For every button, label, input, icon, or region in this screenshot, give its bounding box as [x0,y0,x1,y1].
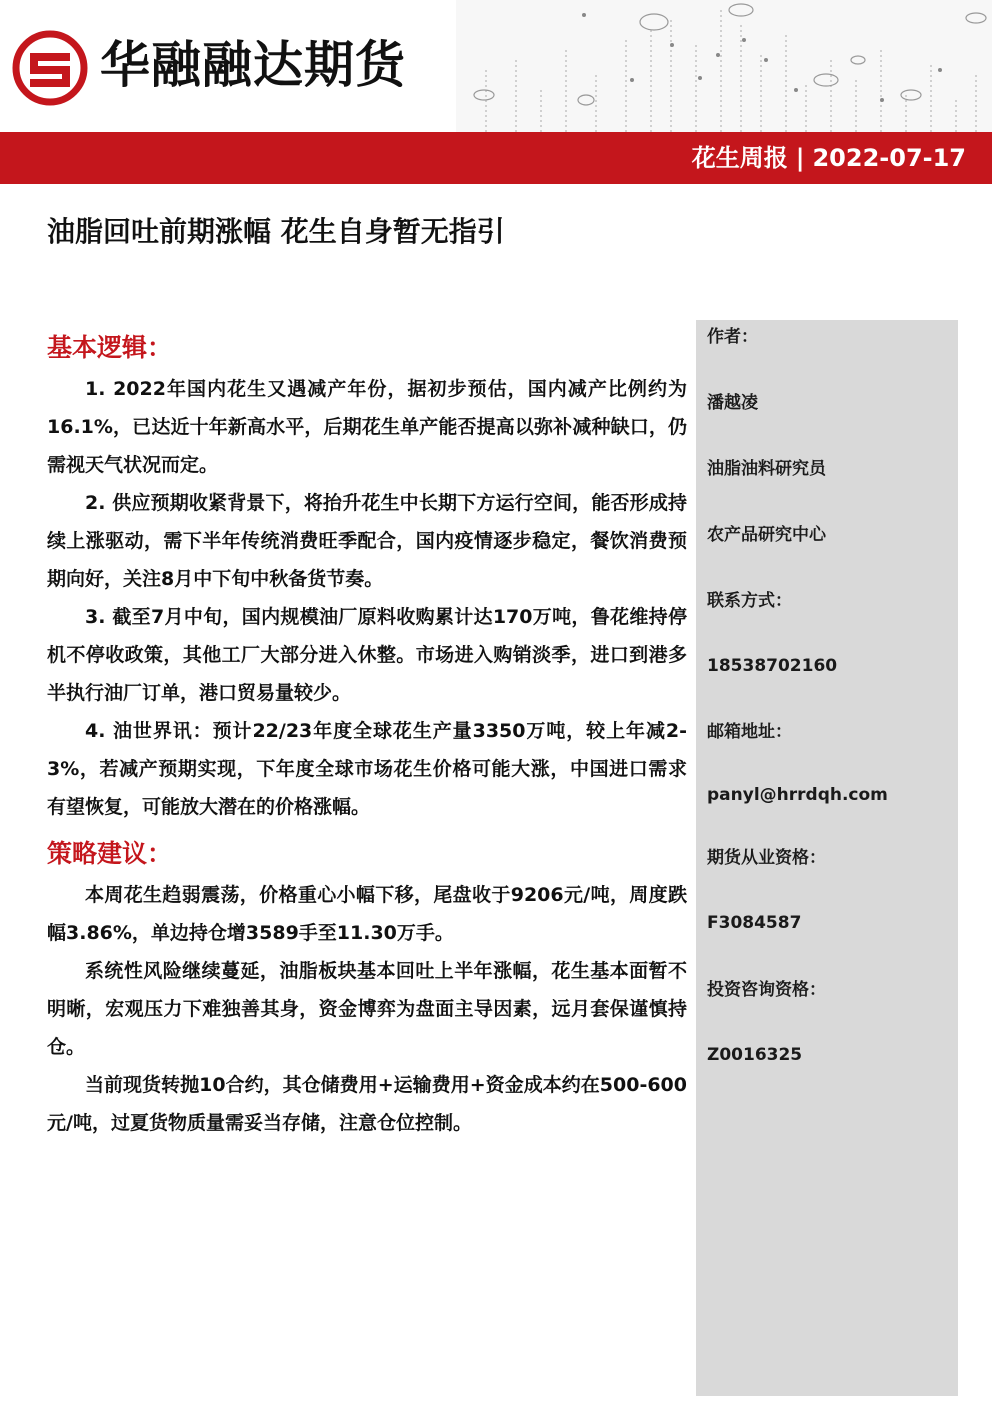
advisory-cert-label: 投资咨询资格： [707,980,826,1000]
author-name: 潘越凌 [707,393,758,413]
contact-label: 联系方式： [707,591,792,611]
paragraph: 1. 2022年国内花生又遇减产年份，据初步预估，国内减产比例约为16.1%，已达近十年新高水平，后期花生单产能否提高以弥补减种缺口，仍需视天气状况而定。 [47,378,687,476]
section-heading-basic-logic: 基本逻辑： [47,333,173,362]
paragraph: 3. 截至7月中旬，国内规模油厂原料收购累计达170万吨，鲁花维持停机不停收政策，其他工厂大部分进入休整。市场进入购销淡季，进口到港多半执行油厂订单，港口贸易量较少。 [47,606,687,704]
report-header [0,0,992,188]
report-label [692,132,966,184]
paragraph: 本周花生趋弱震荡，价格重心小幅下移，尾盘收于9206元/吨，周度跌幅3.86%，单边持仓增3589手至11.30万手。 [47,884,687,944]
paragraph: 当前现货转抛10合约，其仓储费用+运输费用+资金成本约在500-600元/吨，过夏货物质量需妥当存储，注意仓位控制。 [47,1074,687,1134]
report-label-separator: | [795,144,805,172]
report-title: 油脂回吐前期涨幅 花生自身暂无指引 [47,215,505,248]
main-content [47,320,687,1142]
paragraph: 4. 油世界讯：预计22/23年度全球花生产量3350万吨，较上年减2-3%，若减产预期实现，下年度全球市场花生价格可能大涨，中国进口需求有望恢复，可能放大潜在的价格涨幅。 [47,720,687,818]
header-decoration [456,0,992,132]
paragraph: 2. 供应预期收紧背景下，将抬升花生中长期下方运行空间，能否形成持续上涨驱动，需下半年传统消费旺季配合，国内疫情逐步稳定，餐饮消费预期向好，关注8月中下旬中秋备货节奏。 [47,492,687,590]
author-label: 作者： [707,327,758,347]
futures-cert-label: 期货从业资格： [707,848,826,868]
email-link[interactable]: panyl@hrrdqh.com [707,785,888,805]
company-name: 华融融达期货 [100,36,406,94]
futures-cert-number: F3084587 [707,913,802,933]
report-type: 花生周报 [691,144,788,172]
section-heading-strategy: 策略建议： [47,839,173,868]
author-department: 农产品研究中心 [707,525,826,545]
advisory-cert-number: Z0016325 [707,1045,803,1065]
contact-phone: 18538702160 [707,656,838,676]
report-date: 2022-07-17 [812,144,966,172]
paragraph: 系统性风险继续蔓延，油脂板块基本回吐上半年涨幅，花生基本面暂不明晰，宏观压力下难独善其身，资金博弈为盘面主导因素，远月套保谨慎持仓。 [47,960,687,1058]
company-logo-icon [12,30,88,106]
email-label: 邮箱地址： [707,722,792,742]
author-title: 油脂油料研究员 [707,459,826,479]
author-sidebar [696,320,958,1396]
